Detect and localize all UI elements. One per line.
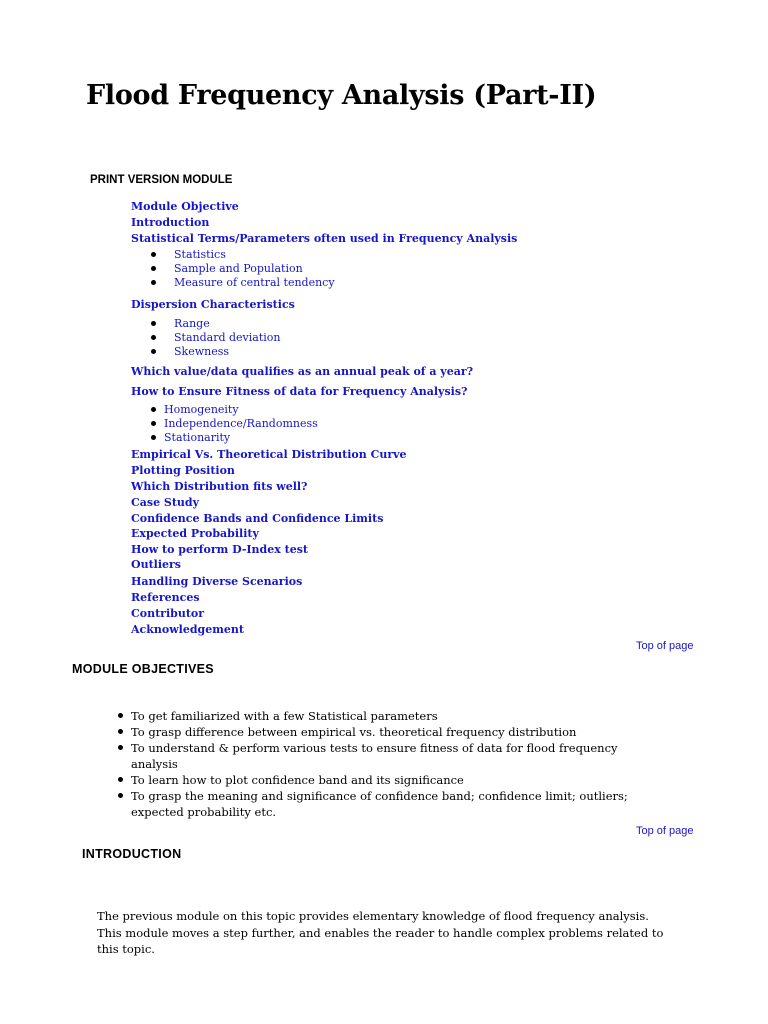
toc-link-confidence[interactable]: Confidence Bands and Confidence Limits (131, 512, 384, 525)
toc-subitem[interactable]: Statistics (174, 248, 226, 261)
bullet-dot (118, 713, 123, 718)
bullet-dot (151, 349, 156, 354)
toc-link-outliers[interactable]: Outliers (131, 558, 182, 571)
toc-link-references[interactable]: References (131, 591, 200, 604)
print-version-label: PRINT VERSION MODULE (90, 174, 233, 186)
objective-item: To understand & perform various tests to ensure fitness of data for flood frequency analysis (131, 740, 651, 772)
bullet-dot (118, 745, 123, 750)
toc-link-expected[interactable]: Expected Probability (131, 527, 259, 540)
objective-item: To learn how to plot confidence band and its significance (131, 772, 651, 788)
toc-link-empirical[interactable]: Empirical Vs. Theoretical Distribution Curve (131, 448, 407, 461)
toc-link-dindex[interactable]: How to perform D-Index test (131, 543, 308, 556)
toc-subitem[interactable]: Stationarity (164, 431, 230, 444)
toc-link-contributor[interactable]: Contributor (131, 607, 205, 620)
bullet-dot (118, 793, 123, 798)
toc-link-case-study[interactable]: Case Study (131, 496, 200, 509)
bullet-dot (151, 335, 156, 340)
bullet-dot (151, 266, 156, 271)
page-title: Flood Frequency Analysis (Part-II) (86, 80, 597, 111)
objective-item: To grasp the meaning and significance of confidence band; confidence limit; outliers; expected probability etc. (131, 788, 651, 820)
top-of-page-link[interactable]: Top of page (636, 825, 694, 837)
toc-link-dispersion[interactable]: Dispersion Characteristics (131, 298, 295, 311)
bullet-dot (151, 252, 156, 257)
toc-link-plotting[interactable]: Plotting Position (131, 464, 235, 477)
objective-item: To grasp difference between empirical vs. theoretical frequency distribution (131, 724, 651, 740)
module-objectives-heading: MODULE OBJECTIVES (72, 662, 214, 676)
bullet-dot (151, 421, 156, 426)
toc-link-which-distribution[interactable]: Which Distribution fits well? (131, 480, 308, 493)
toc-subitem[interactable]: Homogeneity (164, 403, 239, 416)
top-of-page-link[interactable]: Top of page (636, 640, 694, 652)
toc-link-module-objective[interactable]: Module Objective (131, 200, 239, 213)
toc-subitem[interactable]: Independence/Randomness (164, 417, 318, 430)
toc-link-annual-peak[interactable]: Which value/data qualifies as an annual peak of a year? (131, 365, 474, 378)
bullet-dot (151, 407, 156, 412)
toc-link-statistical-terms[interactable]: Statistical Terms/Parameters often used in Frequency Analysis (131, 232, 518, 245)
introduction-paragraph: The previous module on this topic provides elementary knowledge of flood frequency analysis. This module moves a step further, and enables the reader to handle complex problems related to this topic. (97, 909, 664, 956)
toc-subitem[interactable]: Skewness (174, 345, 229, 358)
toc-subitem[interactable]: Range (174, 317, 210, 330)
bullet-dot (151, 321, 156, 326)
toc-link-diverse[interactable]: Handling Diverse Scenarios (131, 575, 303, 588)
toc-link-introduction[interactable]: Introduction (131, 216, 210, 229)
objective-item: To get familiarized with a few Statistical parameters (131, 708, 651, 724)
toc-subitem[interactable]: Measure of central tendency (174, 276, 335, 289)
bullet-dot (118, 777, 123, 782)
bullet-dot (151, 435, 156, 440)
introduction-heading: INTRODUCTION (82, 847, 182, 861)
toc-subitem[interactable]: Standard deviation (174, 331, 280, 344)
toc-link-fitness[interactable]: How to Ensure Fitness of data for Frequency Analysis? (131, 385, 468, 398)
bullet-dot (151, 280, 156, 285)
toc-subitem[interactable]: Sample and Population (174, 262, 303, 275)
toc-link-acknowledgement[interactable]: Acknowledgement (131, 623, 244, 636)
bullet-dot (118, 729, 123, 734)
